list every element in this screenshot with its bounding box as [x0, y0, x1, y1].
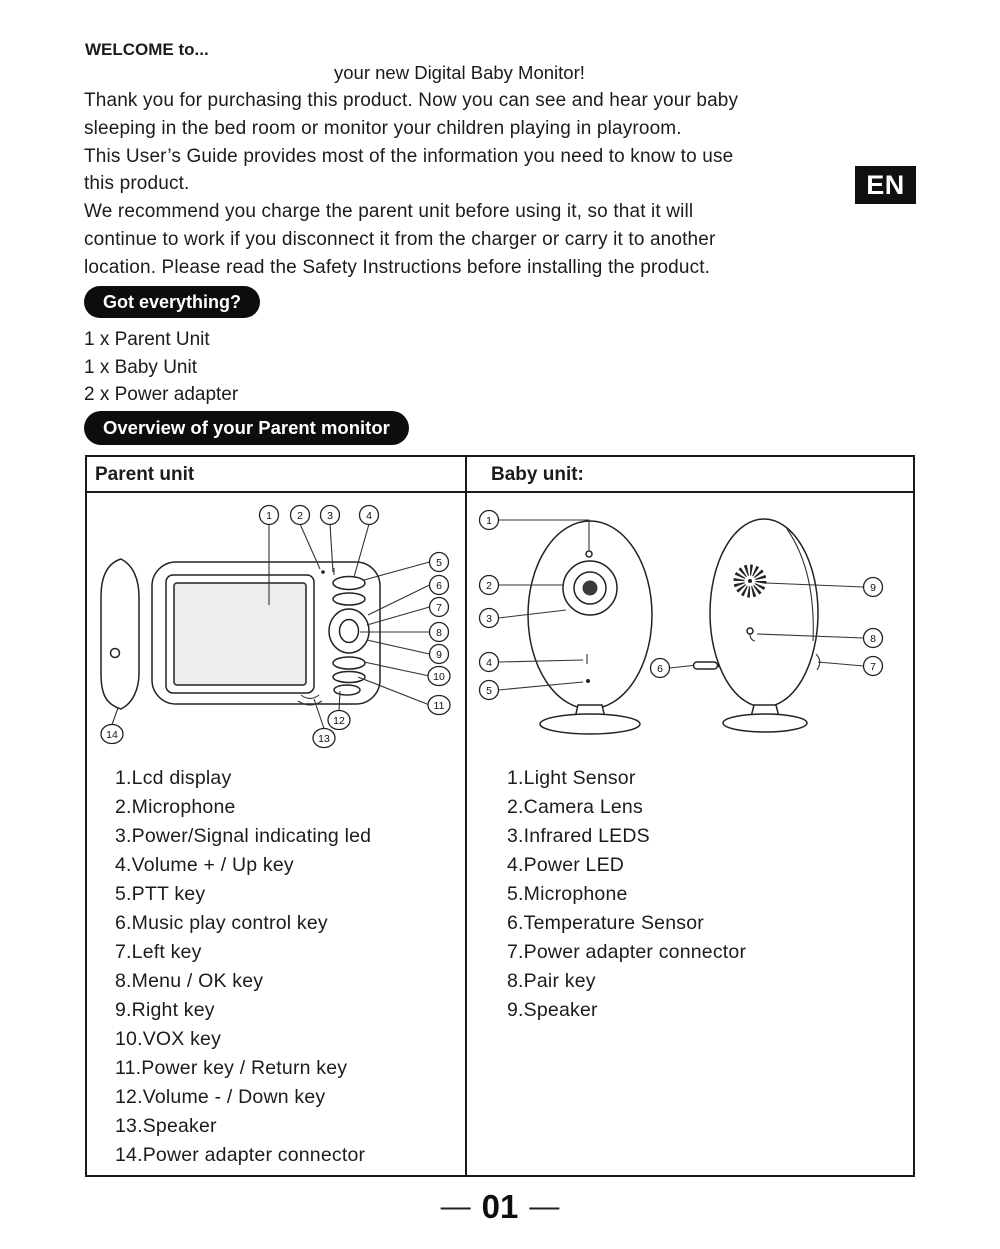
- welcome-title: WELCOME to...: [85, 40, 209, 59]
- list-item: We recommend you charge the parent unit before using it, so that it will: [84, 201, 694, 223]
- list-item: 3.Infrared LEDS: [507, 825, 650, 847]
- parent-side-connector: [111, 649, 120, 658]
- callout-1: [480, 511, 499, 530]
- overview-heading: Overview of your Parent monitor: [84, 411, 409, 445]
- list-item: 5.PTT key: [115, 883, 206, 905]
- list-item: 5.Microphone: [507, 883, 628, 905]
- list-item: 3.Power/Signal indicating led: [115, 825, 372, 847]
- list-item: 8.Menu / OK key: [115, 970, 264, 992]
- got-everything-heading: Got everything?: [84, 286, 260, 318]
- temperature-sensor-probe: [694, 662, 718, 669]
- list-item: 14.Power adapter connector: [115, 1144, 366, 1166]
- baby-unit-item-list: [467, 764, 913, 1025]
- svg-text:7: 7: [870, 661, 876, 673]
- language-badge: EN: [855, 166, 916, 204]
- power-return-key: [333, 672, 365, 683]
- overview-table: [85, 455, 915, 1177]
- list-item: 6.Music play control key: [115, 912, 328, 934]
- callout-5: [480, 681, 499, 700]
- parent-unit-column: [87, 457, 467, 1175]
- svg-text:5: 5: [436, 557, 442, 569]
- menu-ok-key: [340, 620, 359, 643]
- svg-text:9: 9: [436, 649, 442, 661]
- svg-text:14: 14: [106, 729, 118, 741]
- svg-text:7: 7: [436, 602, 442, 614]
- list-item: 7.Power adapter connector: [507, 941, 747, 963]
- lcd-screen: [174, 583, 306, 685]
- light-sensor-dot: [586, 551, 592, 557]
- list-item: continue to work if you disconnect it from the charger or carry it to another: [84, 228, 716, 250]
- callout-3: [321, 506, 340, 525]
- list-item: 7.Left key: [115, 941, 202, 963]
- list-item: 1.Lcd display: [115, 767, 232, 789]
- callout-12: [328, 711, 350, 730]
- svg-text:12: 12: [333, 715, 345, 727]
- callout-5: [430, 553, 449, 572]
- microphone-hole: [321, 570, 325, 574]
- ptt-key: [333, 593, 365, 605]
- list-item: 2 x Power adapter: [84, 384, 239, 406]
- callout-11: [428, 696, 450, 715]
- intro-paragraphs: [84, 87, 738, 282]
- volume-down-key: [334, 685, 360, 695]
- callout-4: [480, 653, 499, 672]
- svg-text:5: 5: [486, 685, 492, 697]
- callout-4: [360, 506, 379, 525]
- svg-text:1: 1: [486, 515, 492, 527]
- svg-text:8: 8: [436, 627, 442, 639]
- callout-6: [430, 576, 449, 595]
- list-item: 8.Pair key: [507, 970, 596, 992]
- callout-7: [864, 657, 883, 676]
- list-item: location. Please read the Safety Instructions before installing the product.: [84, 256, 711, 278]
- camera-lens-core: [583, 581, 598, 596]
- baby-unit-drawing: [467, 493, 913, 761]
- parent-unit-item-list: [87, 764, 465, 1170]
- vox-key: [333, 657, 365, 669]
- baby-unit-header: Baby unit:: [467, 457, 913, 493]
- page-number: 01: [481, 1188, 519, 1225]
- list-item: 4.Power LED: [507, 854, 625, 876]
- list-item: This User’s Guide provides most of the information you need to know to use: [84, 145, 734, 167]
- footer-dash-right: —: [529, 1189, 560, 1223]
- volume-up-key: [333, 577, 365, 590]
- callout-8: [430, 623, 449, 642]
- package-contents-list: [84, 326, 238, 409]
- callout-10: [428, 667, 450, 686]
- list-item: 13.Speaker: [115, 1115, 217, 1137]
- svg-text:4: 4: [366, 510, 372, 522]
- list-item: 1 x Parent Unit: [84, 329, 210, 350]
- list-item: 4.Volume + / Up key: [115, 854, 294, 876]
- list-item: 1.Light Sensor: [507, 767, 636, 789]
- callout-14: [101, 725, 123, 744]
- baby-side-base: [723, 714, 807, 732]
- callout-1: [260, 506, 279, 525]
- list-item: 12.Volume - / Down key: [115, 1086, 326, 1108]
- callout-13: [313, 729, 335, 748]
- svg-text:10: 10: [433, 671, 445, 683]
- list-item: 9.Speaker: [507, 999, 598, 1021]
- baby-unit-column: [467, 457, 913, 1175]
- baby-side-body: [710, 519, 818, 707]
- parent-unit-diagram: [87, 493, 465, 761]
- speaker-sunburst-dot: [748, 579, 752, 583]
- callout-8: [864, 629, 883, 648]
- list-item: 1 x Baby Unit: [84, 356, 197, 378]
- svg-text:6: 6: [436, 580, 442, 592]
- svg-text:4: 4: [486, 657, 492, 669]
- microphone-dot: [586, 679, 590, 683]
- list-item: 9.Right key: [115, 999, 215, 1021]
- svg-text:6: 6: [657, 663, 663, 675]
- pair-key: [747, 628, 753, 634]
- subtitle: your new Digital Baby Monitor!: [334, 62, 585, 83]
- svg-text:13: 13: [318, 733, 330, 745]
- svg-text:2: 2: [486, 580, 492, 592]
- callout-6: [651, 659, 670, 678]
- callout-9: [864, 578, 883, 597]
- svg-text:3: 3: [327, 510, 333, 522]
- callout-3: [480, 609, 499, 628]
- svg-text:8: 8: [870, 633, 876, 645]
- list-item: 2.Microphone: [115, 796, 236, 818]
- callout-2: [291, 506, 310, 525]
- callout-9: [430, 645, 449, 664]
- list-item: 10.VOX key: [115, 1028, 222, 1050]
- svg-text:1: 1: [266, 510, 272, 522]
- parent-side-view: [101, 559, 139, 709]
- svg-text:3: 3: [486, 613, 492, 625]
- page-footer: [0, 1190, 1000, 1223]
- svg-text:9: 9: [870, 582, 876, 594]
- list-item: this product.: [84, 173, 190, 195]
- list-item: Thank you for purchasing this product. Now you can see and hear your baby: [84, 90, 739, 111]
- parent-unit-drawing: [87, 493, 465, 761]
- parent-unit-header: Parent unit: [87, 457, 465, 493]
- footer-dash-left: —: [440, 1189, 471, 1223]
- callout-7: [430, 598, 449, 617]
- list-item: 2.Camera Lens: [507, 796, 643, 818]
- callout-2: [480, 576, 499, 595]
- baby-unit-diagram: [467, 493, 913, 761]
- list-item: 6.Temperature Sensor: [507, 912, 704, 934]
- list-item: sleeping in the bed room or monitor your children playing in playroom.: [84, 117, 682, 139]
- svg-text:11: 11: [433, 700, 445, 712]
- svg-text:2: 2: [297, 510, 303, 522]
- baby-front-base: [540, 714, 640, 734]
- list-item: 11.Power key / Return key: [115, 1057, 348, 1079]
